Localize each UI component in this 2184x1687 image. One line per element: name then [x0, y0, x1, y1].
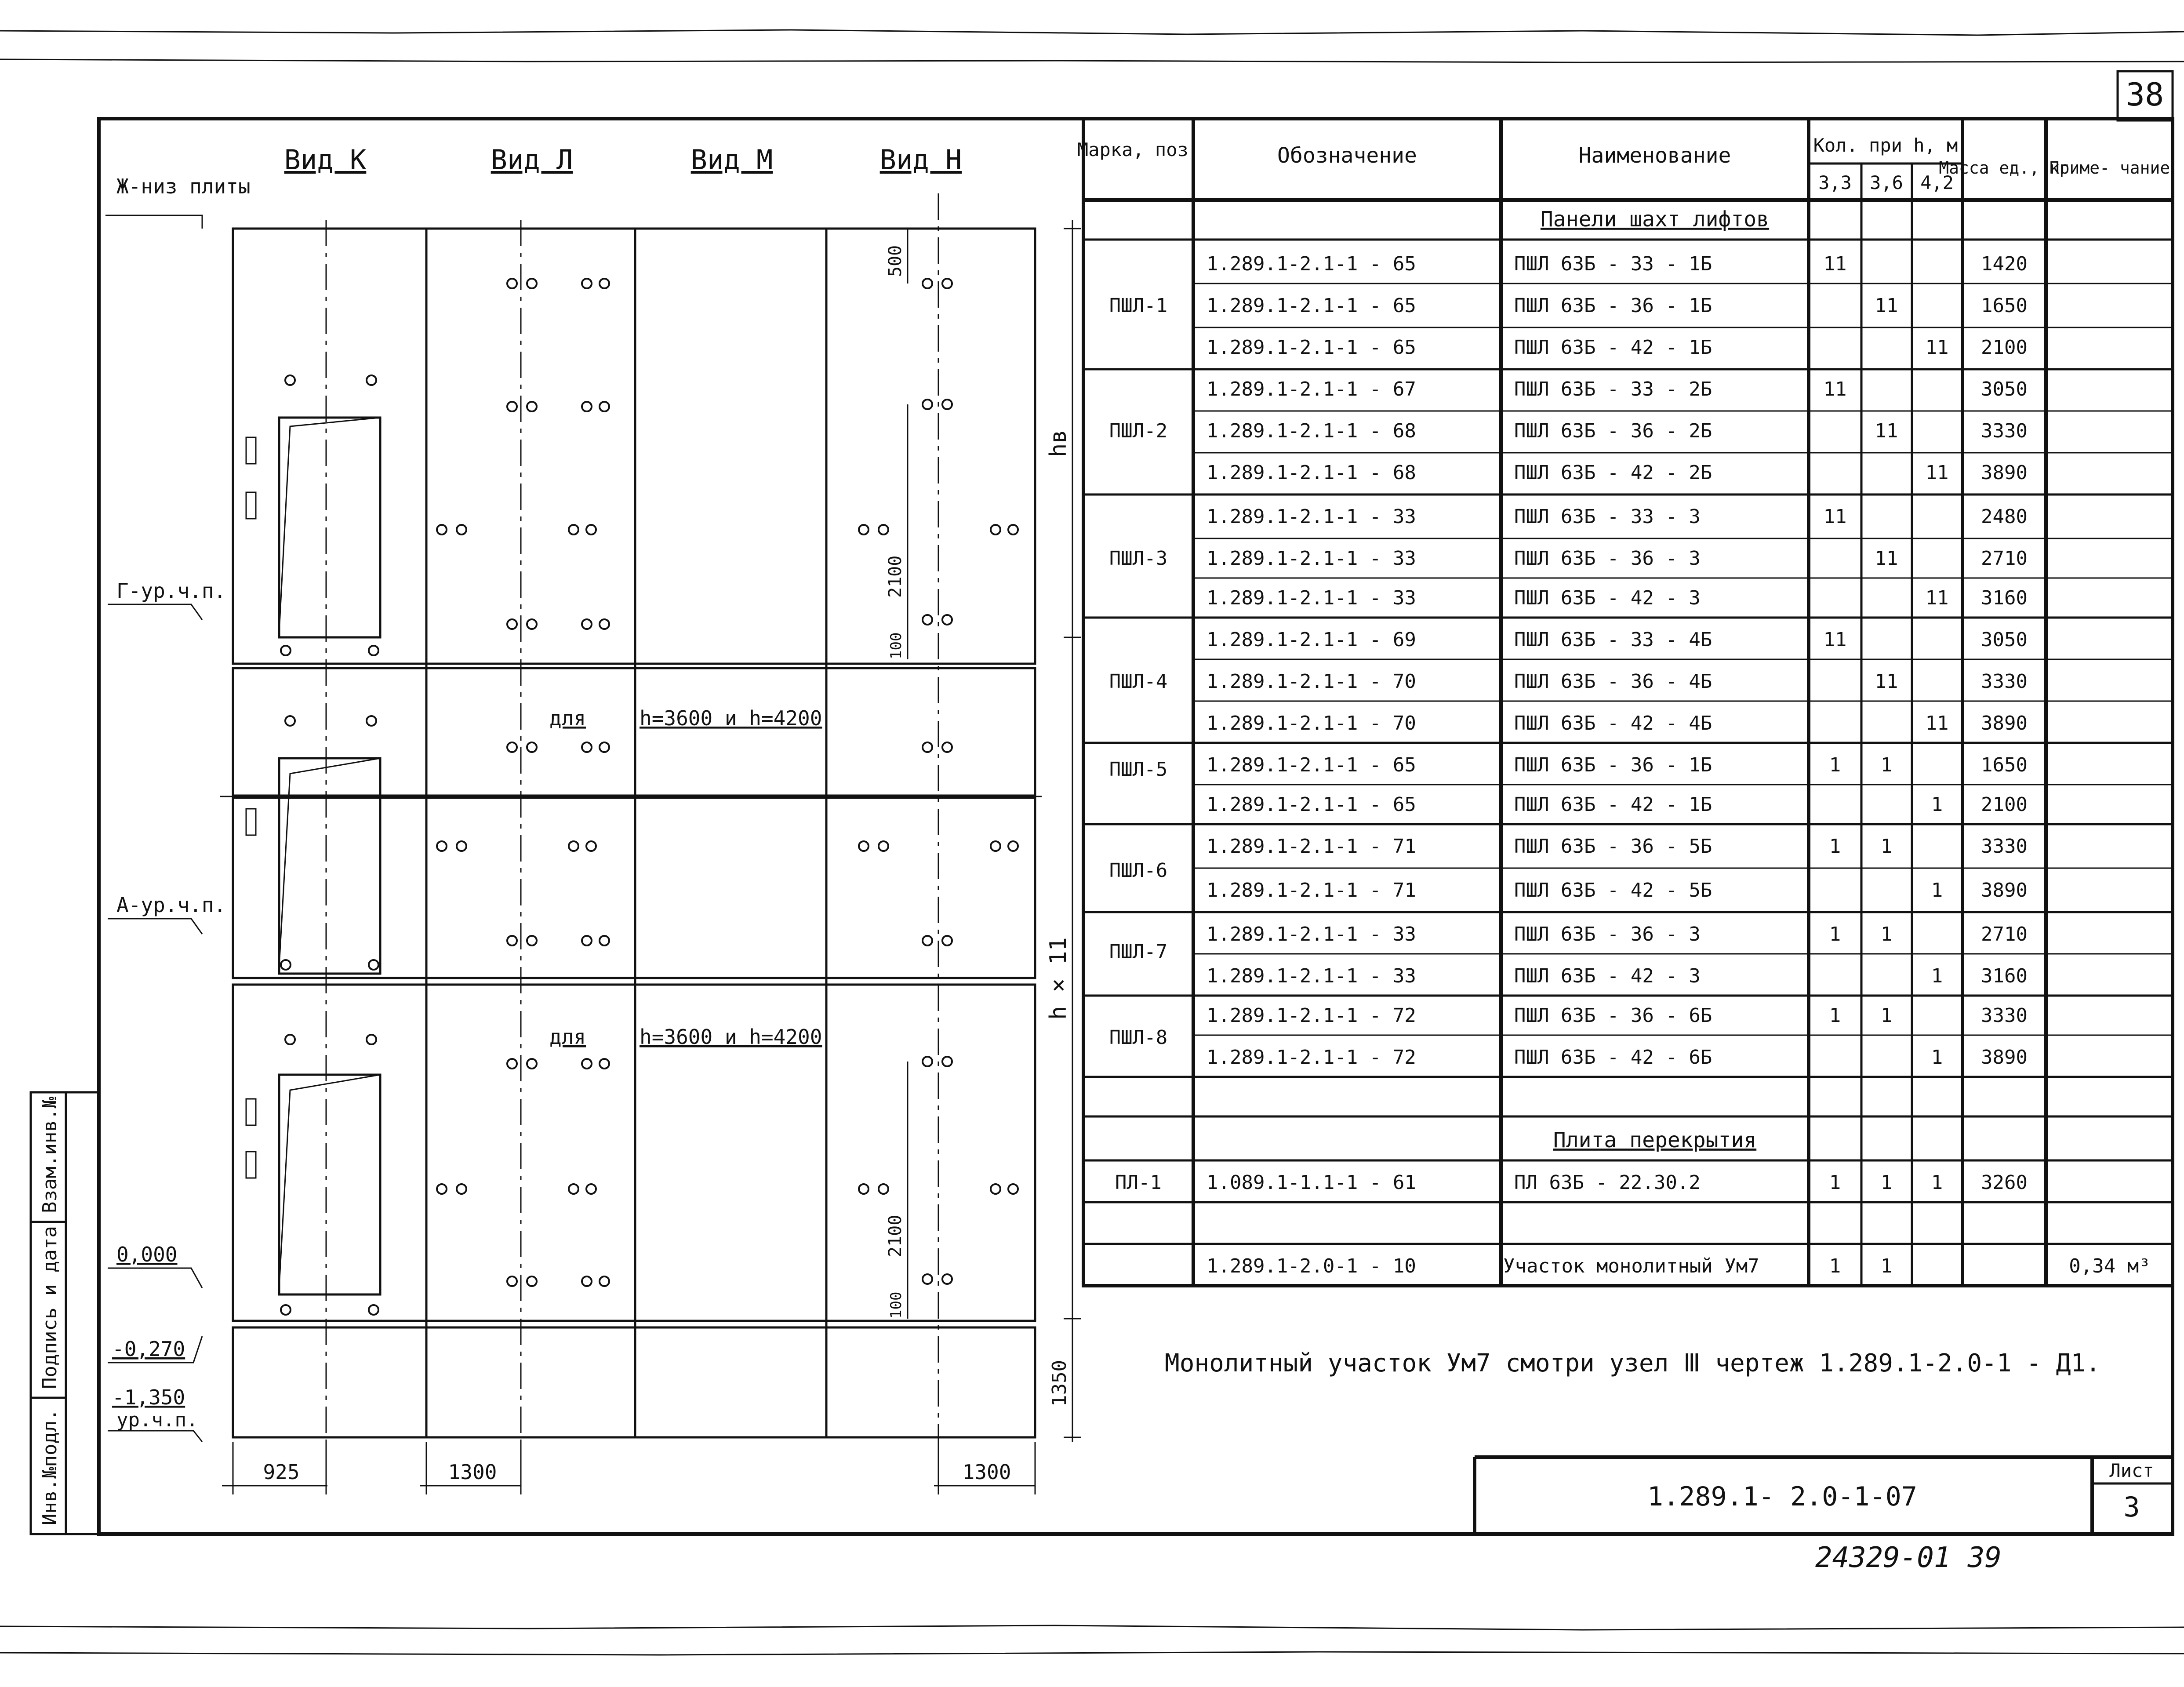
- dim-2100-bottom: 2100: [885, 1214, 905, 1257]
- th-designation: Обозначение: [1277, 143, 1417, 168]
- row-15-mass: 3330: [1981, 835, 2028, 858]
- row-15-name: ПШЛ 63Б - 36 - 5Б: [1514, 835, 1712, 858]
- th-name: Наименование: [1578, 143, 1731, 168]
- level-a: А-ур.ч.п.: [116, 893, 226, 917]
- stamp-vzam-inv: Взам.инв.№: [39, 1097, 61, 1213]
- row-17-designation: 1.289.1-2.1-1 - 33: [1206, 923, 1416, 945]
- row-5-q36: 11: [1875, 420, 1898, 442]
- th-qty-42: 4,2: [1920, 172, 1954, 193]
- th-qty-33: 3,3: [1818, 172, 1852, 193]
- row-10-name: ПШЛ 63Б - 33 - 4Б: [1514, 629, 1712, 651]
- dim-925: 925: [263, 1460, 300, 1484]
- row-23-q36: 1: [1880, 1171, 1893, 1194]
- row-18-q42: 1: [1931, 965, 1943, 987]
- mark-pshl-5: ПШЛ-5: [1109, 758, 1168, 781]
- row-4-designation: 1.289.1-2.1-1 - 67: [1206, 378, 1416, 400]
- row-7-mass: 2480: [1981, 505, 2028, 528]
- row-8-designation: 1.289.1-2.1-1 - 33: [1206, 547, 1416, 570]
- dim-hx11: h × 11: [1045, 937, 1072, 1020]
- row-9-mass: 3160: [1981, 587, 2028, 609]
- stamp-inv-podl: Инв.№подл.: [39, 1409, 61, 1525]
- level-minus-1350: -1,350: [112, 1385, 185, 1409]
- dim-1350: 1350: [1048, 1360, 1071, 1407]
- mark-pshl-8: ПШЛ-8: [1109, 1026, 1168, 1049]
- row-8-mass: 2710: [1981, 547, 2028, 570]
- level-g: Г-ур.ч.п.: [116, 579, 226, 603]
- row-11-q36: 11: [1875, 670, 1898, 693]
- row-12-name: ПШЛ 63Б - 42 - 4Б: [1514, 712, 1712, 734]
- row-19-q36: 1: [1880, 1004, 1893, 1027]
- note-dlya-2: для: [549, 1025, 586, 1049]
- row-3-mass: 2100: [1981, 336, 2028, 359]
- dim-hv: hв: [1045, 429, 1072, 457]
- row-2-name: ПШЛ 63Б - 36 - 1Б: [1514, 294, 1712, 317]
- row-3-q42: 11: [1925, 336, 1949, 359]
- table-rows: [1206, 253, 2151, 1277]
- row-3-name: ПШЛ 63Б - 42 - 1Б: [1514, 336, 1712, 359]
- row-18-designation: 1.289.1-2.1-1 - 33: [1206, 965, 1416, 987]
- mark-pshl-3: ПШЛ-3: [1109, 547, 1168, 570]
- row-13-designation: 1.289.1-2.1-1 - 65: [1206, 754, 1416, 776]
- row-25-designation: 1.289.1-2.0-1 - 10: [1206, 1255, 1416, 1277]
- sheet-number: 38: [2126, 76, 2164, 113]
- mark-pl-1: ПЛ-1: [1115, 1171, 1162, 1194]
- th-qty-36: 3,6: [1870, 172, 1903, 193]
- row-15-q33: 1: [1829, 835, 1841, 858]
- view-n-title: Вид Н: [879, 144, 962, 176]
- row-23-mass: 3260: [1981, 1171, 2028, 1194]
- row-3-designation: 1.289.1-2.1-1 - 65: [1206, 336, 1416, 359]
- dim-500: 500: [885, 245, 905, 277]
- row-12-q42: 11: [1925, 712, 1949, 734]
- mark-pshl-2: ПШЛ-2: [1109, 420, 1168, 442]
- dim-100-bottom: 100: [887, 1291, 905, 1319]
- footnote: Монолитный участок Ум7 смотри узел Ⅲ чертеж 1.289.1-2.0-1 - Д1.: [1165, 1349, 2100, 1378]
- row-10-mass: 3050: [1981, 629, 2028, 651]
- dim-1300-right: 1300: [962, 1460, 1011, 1484]
- row-16-mass: 3890: [1981, 879, 2028, 902]
- row-16-q42: 1: [1931, 879, 1943, 902]
- row-2-mass: 1650: [1981, 294, 2028, 317]
- note-heights-2: h=3600 и h=4200: [640, 1025, 822, 1049]
- dim-1300-left: 1300: [448, 1460, 497, 1484]
- elevation-drawing: [105, 144, 1081, 1494]
- level-minus-1350-sub: ур.ч.п.: [116, 1409, 198, 1431]
- row-15-q36: 1: [1880, 835, 1893, 858]
- row-4-name: ПШЛ 63Б - 33 - 2Б: [1514, 378, 1712, 400]
- th-note: Приме- чание: [2049, 158, 2170, 178]
- dim-100-top: 100: [887, 632, 905, 659]
- row-4-q33: 11: [1823, 378, 1847, 400]
- row-12-designation: 1.289.1-2.1-1 - 70: [1206, 712, 1416, 734]
- row-10-designation: 1.289.1-2.1-1 - 69: [1206, 629, 1416, 651]
- row-25-q36: 1: [1880, 1255, 1893, 1277]
- row-7-name: ПШЛ 63Б - 33 - 3: [1514, 505, 1701, 528]
- note-heights-1: h=3600 и h=4200: [640, 706, 822, 730]
- row-5-name: ПШЛ 63Б - 36 - 2Б: [1514, 420, 1712, 442]
- row-14-q42: 1: [1931, 793, 1943, 816]
- row-7-q33: 11: [1823, 505, 1847, 528]
- dim-2100-top: 2100: [885, 555, 905, 598]
- row-11-mass: 3330: [1981, 670, 2028, 693]
- row-19-q33: 1: [1829, 1004, 1841, 1027]
- row-23-q33: 1: [1829, 1171, 1841, 1194]
- th-qty: Кол. при h, м: [1813, 135, 1958, 156]
- note-dlya-1: для: [549, 706, 586, 730]
- title-sheet-value: 3: [2123, 1491, 2140, 1523]
- side-stamp: [31, 1092, 99, 1534]
- row-10-q33: 11: [1823, 629, 1847, 651]
- th-mark: Марка, поз.: [1077, 139, 1200, 160]
- row-1-designation: 1.289.1-2.1-1 - 65: [1206, 253, 1416, 275]
- row-5-designation: 1.289.1-2.1-1 - 68: [1206, 420, 1416, 442]
- row-4-mass: 3050: [1981, 378, 2028, 400]
- row-16-designation: 1.289.1-2.1-1 - 71: [1206, 879, 1416, 902]
- row-13-mass: 1650: [1981, 754, 2028, 776]
- row-8-name: ПШЛ 63Б - 36 - 3: [1514, 547, 1701, 570]
- bottom-cut-edge: [0, 1625, 2184, 1630]
- top-cut-edge-2: [0, 59, 2184, 62]
- mark-pshl-4: ПШЛ-4: [1109, 670, 1168, 693]
- row-8-q36: 11: [1875, 547, 1898, 570]
- view-m-title: Вид М: [690, 144, 773, 176]
- row-11-designation: 1.289.1-2.1-1 - 70: [1206, 670, 1416, 693]
- row-5-mass: 3330: [1981, 420, 2028, 442]
- row-19-name: ПШЛ 63Б - 36 - 6Б: [1514, 1004, 1712, 1027]
- row-15-designation: 1.289.1-2.1-1 - 71: [1206, 835, 1416, 858]
- title-block: [1475, 1457, 2173, 1534]
- view-l-title: Вид Л: [491, 144, 573, 176]
- row-23-designation: 1.089.1-1.1-1 - 61: [1206, 1171, 1416, 1194]
- row-13-name: ПШЛ 63Б - 36 - 1Б: [1514, 754, 1712, 776]
- level-zero: 0,000: [116, 1243, 178, 1266]
- row-16-name: ПШЛ 63Б - 42 - 5Б: [1514, 879, 1712, 902]
- row-20-designation: 1.289.1-2.1-1 - 72: [1206, 1046, 1416, 1069]
- row-14-name: ПШЛ 63Б - 42 - 1Б: [1514, 793, 1712, 816]
- row-14-designation: 1.289.1-2.1-1 - 65: [1206, 793, 1416, 816]
- bottom-cut-edge-2: [0, 1652, 2184, 1655]
- row-17-mass: 2710: [1981, 923, 2028, 945]
- mark-pshl-7: ПШЛ-7: [1109, 941, 1168, 963]
- bottom-code: 24329-01 39: [1815, 1542, 2002, 1574]
- row-20-mass: 3890: [1981, 1046, 2028, 1069]
- row-6-designation: 1.289.1-2.1-1 - 68: [1206, 462, 1416, 484]
- row-25-note: 0,34 м³: [2069, 1255, 2151, 1277]
- row-25-name: Участок монолитный Ум7: [1503, 1255, 1759, 1277]
- row-2-q36: 11: [1875, 294, 1898, 317]
- level-slab-bottom: Ж-низ плиты: [116, 175, 251, 198]
- row-23-name: ПЛ 63Б - 22.30.2: [1514, 1171, 1701, 1194]
- row-11-name: ПШЛ 63Б - 36 - 4Б: [1514, 670, 1712, 693]
- view-k-title: Вид К: [284, 144, 367, 176]
- row-7-designation: 1.289.1-2.1-1 - 33: [1206, 505, 1416, 528]
- specification-table: [1077, 119, 2173, 1286]
- level-minus-0270: -0,270: [112, 1337, 185, 1361]
- row-6-q42: 11: [1925, 462, 1949, 484]
- row-17-name: ПШЛ 63Б - 36 - 3: [1514, 923, 1701, 945]
- row-19-mass: 3330: [1981, 1004, 2028, 1027]
- row-2-designation: 1.289.1-2.1-1 - 65: [1206, 294, 1416, 317]
- row-6-mass: 3890: [1981, 462, 2028, 484]
- title-designation: 1.289.1- 2.0-1-07: [1647, 1481, 1918, 1512]
- row-13-q36: 1: [1880, 754, 1893, 776]
- top-cut-edge: [0, 30, 2184, 35]
- stamp-podpis-data: Подпись и дата: [39, 1226, 61, 1389]
- section-slab: Плита перекрытия: [1553, 1128, 1757, 1153]
- row-25-q33: 1: [1829, 1255, 1841, 1277]
- row-9-designation: 1.289.1-2.1-1 - 33: [1206, 587, 1416, 609]
- row-1-mass: 1420: [1981, 253, 2028, 275]
- row-13-q33: 1: [1829, 754, 1841, 776]
- row-14-mass: 2100: [1981, 793, 2028, 816]
- mark-pshl-1: ПШЛ-1: [1109, 294, 1168, 317]
- row-20-q42: 1: [1931, 1046, 1943, 1069]
- row-12-mass: 3890: [1981, 712, 2028, 734]
- title-sheet-label: Лист: [2109, 1460, 2154, 1481]
- row-9-name: ПШЛ 63Б - 42 - 3: [1514, 587, 1701, 609]
- row-17-q33: 1: [1829, 923, 1841, 945]
- row-9-q42: 11: [1925, 587, 1949, 609]
- mark-pshl-6: ПШЛ-6: [1109, 859, 1168, 882]
- row-18-mass: 3160: [1981, 965, 2028, 987]
- row-19-designation: 1.289.1-2.1-1 - 72: [1206, 1004, 1416, 1027]
- th-mass: Масса ед., кг: [1939, 158, 2070, 178]
- row-17-q36: 1: [1880, 923, 1893, 945]
- row-6-name: ПШЛ 63Б - 42 - 2Б: [1514, 462, 1712, 484]
- row-1-name: ПШЛ 63Б - 33 - 1Б: [1514, 253, 1712, 275]
- row-18-name: ПШЛ 63Б - 42 - 3: [1514, 965, 1701, 987]
- row-20-name: ПШЛ 63Б - 42 - 6Б: [1514, 1046, 1712, 1069]
- row-1-q33: 11: [1823, 253, 1847, 275]
- row-23-q42: 1: [1931, 1171, 1943, 1194]
- section-shafts: Панели шахт лифтов: [1540, 207, 1770, 232]
